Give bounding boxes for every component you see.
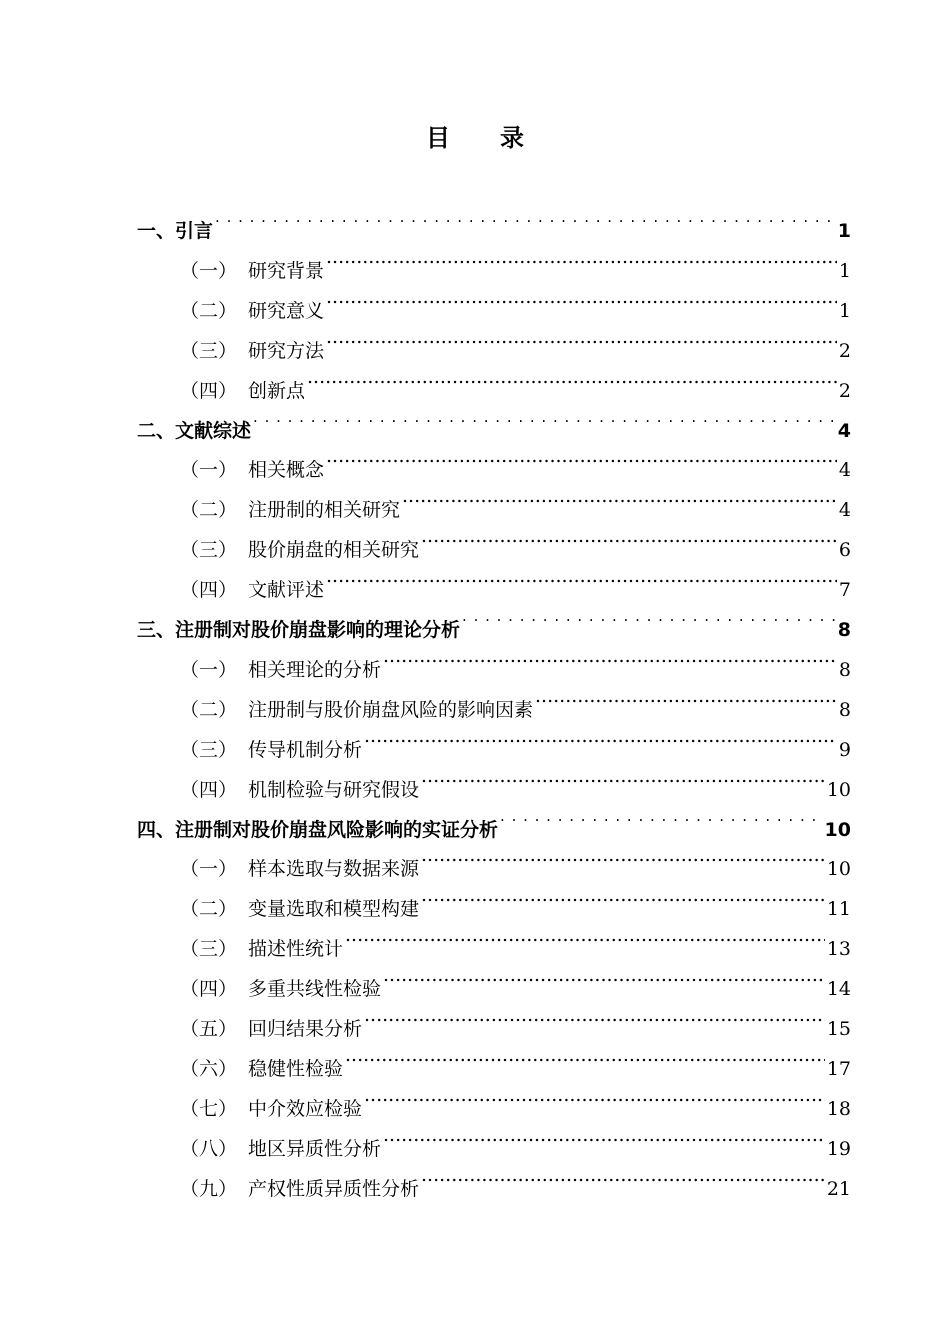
toc-section-entry[interactable]: [180, 716, 851, 761]
toc-entry-title: 中介效应检验: [248, 1097, 363, 1120]
toc-entry-number: （三）: [180, 339, 238, 362]
toc-entry-number: （四）: [180, 579, 238, 602]
toc-entry-number: （三）: [180, 938, 238, 961]
toc-entry-title: 描述性统计: [248, 938, 344, 961]
toc-page-number: 4: [837, 419, 851, 442]
toc-dot-leader: [253, 397, 836, 437]
toc-page-number: 18: [826, 1097, 851, 1120]
toc-page-number: 9: [838, 738, 851, 761]
toc-section-entry[interactable]: [180, 436, 851, 482]
toc-page-number: 7: [838, 579, 851, 602]
toc-entry-title: 文献评述: [248, 579, 325, 602]
toc-chapter-entry[interactable]: [137, 397, 851, 442]
toc-chapter-entry[interactable]: [137, 596, 851, 641]
toc-entry-number: （四）: [180, 778, 238, 801]
toc-entry-title: 注册制与股价崩盘风险的影响因素: [248, 698, 534, 721]
toc-entry-title: 研究意义: [248, 299, 325, 322]
toc-dot-leader: [383, 636, 837, 676]
toc-entry-number: （六）: [180, 1057, 238, 1080]
toc-entry-number: 三、: [137, 619, 176, 641]
toc-section-entry[interactable]: [180, 516, 851, 562]
toc-entry-title: 研究背景: [248, 259, 325, 282]
toc-dot-leader: [421, 756, 825, 796]
page-title-char-1: 目: [426, 124, 450, 152]
toc-entry-title: 研究方法: [248, 339, 325, 362]
toc-entry-title: 变量选取和模型构建: [248, 898, 420, 921]
toc-page-number: 2: [838, 379, 851, 402]
toc-page-number: 14: [826, 978, 851, 1001]
toc-entry-title: 产权性质异质性分析: [248, 1177, 420, 1200]
toc-section-entry[interactable]: [180, 237, 851, 282]
toc-section-entry[interactable]: [180, 915, 851, 961]
toc-dot-leader: [326, 317, 837, 357]
toc-entry-number: （一）: [180, 858, 238, 881]
toc-page-number: 11: [826, 898, 851, 921]
toc-dot-leader: [383, 1115, 825, 1155]
toc-page-number: 19: [826, 1137, 851, 1160]
toc-section-entry[interactable]: [180, 756, 851, 801]
toc-dot-leader: [462, 596, 836, 636]
toc-entry-number: （三）: [180, 539, 238, 562]
toc-page-number: 10: [824, 818, 851, 841]
toc-entry-number: （二）: [180, 898, 238, 921]
toc-page-number: 4: [838, 459, 851, 482]
toc-dot-leader: [421, 516, 837, 556]
toc-entry-title: 稳健性检验: [248, 1057, 344, 1080]
toc-entry-title: 传导机制分析: [248, 738, 363, 761]
toc-section-entry[interactable]: [180, 556, 851, 602]
toc-entry-title: 引言: [175, 220, 214, 242]
toc-page-number: 4: [838, 499, 851, 522]
toc-dot-leader: [326, 556, 837, 596]
toc-entry-number: （九）: [180, 1177, 238, 1200]
toc-entry-number: （一）: [180, 459, 238, 482]
toc-entry-number: （五）: [180, 1018, 238, 1040]
toc-dot-leader: [345, 915, 825, 955]
toc-dot-leader: [307, 357, 837, 397]
toc-section-entry[interactable]: [180, 476, 851, 522]
toc-section-entry[interactable]: [180, 357, 851, 402]
toc-dot-leader: [326, 436, 837, 476]
toc-page-number: 6: [838, 539, 851, 562]
toc-entry-title: 回归结果分析: [248, 1018, 363, 1040]
toc-page-number: 8: [838, 658, 851, 681]
toc-entry-number: （四）: [180, 978, 238, 1001]
toc-page-number: 1: [838, 299, 851, 322]
toc-dot-leader: [364, 716, 837, 756]
toc-section-entry[interactable]: [180, 1155, 851, 1200]
toc-entry-number: 四、: [137, 818, 176, 841]
toc-entry-number: （二）: [180, 299, 238, 322]
toc-section-entry[interactable]: [180, 317, 851, 362]
page-title: [0, 118, 950, 153]
toc-section-entry[interactable]: [180, 835, 851, 881]
toc-section-entry[interactable]: [180, 955, 851, 1001]
toc-entry-title: 多重共线性检验: [248, 978, 382, 1001]
toc-dot-leader: [421, 835, 825, 875]
toc-page-number: 17: [826, 1057, 851, 1080]
toc-entry-number: （一）: [180, 259, 238, 282]
toc-entry-title: 机制检验与研究假设: [248, 778, 420, 801]
toc-entry-title: 相关理论的分析: [248, 658, 382, 681]
toc-entry-number: （四）: [180, 379, 238, 402]
toc-entry-title: 创新点: [248, 379, 306, 402]
toc-page-number: 1: [837, 220, 851, 242]
toc-chapter-entry[interactable]: [137, 796, 851, 841]
toc-dot-leader: [421, 1155, 825, 1195]
toc-entry-number: 二、: [137, 419, 176, 442]
toc-dot-leader: [326, 237, 837, 277]
toc-section-entry[interactable]: [180, 1075, 851, 1120]
toc-entry-title: 相关概念: [248, 459, 325, 482]
toc-dot-leader: [364, 995, 825, 1035]
toc-dot-leader: [364, 1075, 825, 1115]
toc-section-entry[interactable]: [180, 875, 851, 921]
toc-section-entry[interactable]: [180, 277, 851, 322]
toc-entry-title: 样本选取与数据来源: [248, 858, 420, 881]
toc-dot-leader: [345, 1035, 825, 1075]
toc-page-number: 2: [838, 339, 851, 362]
toc-entry-number: （三）: [180, 738, 238, 761]
toc-entry-title: 注册制的相关研究: [248, 499, 401, 522]
toc-page-number: 1: [838, 259, 851, 282]
toc-section-entry[interactable]: [180, 1115, 851, 1160]
toc-chapter-entry[interactable]: [137, 197, 851, 242]
toc-section-entry[interactable]: [180, 1035, 851, 1080]
toc-entry-title: 注册制对股价崩盘影响的理论分析: [175, 619, 461, 641]
toc-page-number: 15: [826, 1018, 851, 1040]
toc-entry-number: （二）: [180, 698, 238, 721]
page-title-char-2: 录: [500, 124, 524, 152]
toc-dot-leader: [421, 875, 825, 915]
toc-dot-leader: [500, 796, 823, 836]
toc-dot-leader: [215, 197, 836, 237]
toc-page-number: 8: [837, 619, 851, 641]
toc-entry-title: 注册制对股价崩盘风险影响的实证分析: [175, 818, 499, 841]
toc-entry-title: 文献综述: [175, 419, 252, 442]
toc-entry-number: （一）: [180, 658, 238, 681]
toc-dot-leader: [326, 277, 837, 317]
toc-dot-leader: [535, 676, 837, 716]
toc-section-entry[interactable]: [180, 636, 851, 681]
toc-dot-leader: [383, 955, 825, 995]
toc-section-entry[interactable]: [180, 676, 851, 721]
toc-entry-number: （二）: [180, 499, 238, 522]
toc-section-entry[interactable]: [180, 995, 851, 1040]
toc-page-number: 21: [826, 1177, 851, 1200]
toc-entry-title: 股价崩盘的相关研究: [248, 539, 420, 562]
toc-entry-title: 地区异质性分析: [248, 1137, 382, 1160]
toc-page-number: 10: [826, 778, 851, 801]
toc-entry-number: （八）: [180, 1137, 238, 1160]
toc-page-number: 8: [838, 698, 851, 721]
toc-entry-number: 一、: [137, 220, 176, 242]
toc-page-number: 13: [826, 938, 851, 961]
toc-dot-leader: [402, 476, 837, 516]
toc-entry-number: （七）: [180, 1097, 238, 1120]
toc-page-number: 10: [826, 858, 851, 881]
